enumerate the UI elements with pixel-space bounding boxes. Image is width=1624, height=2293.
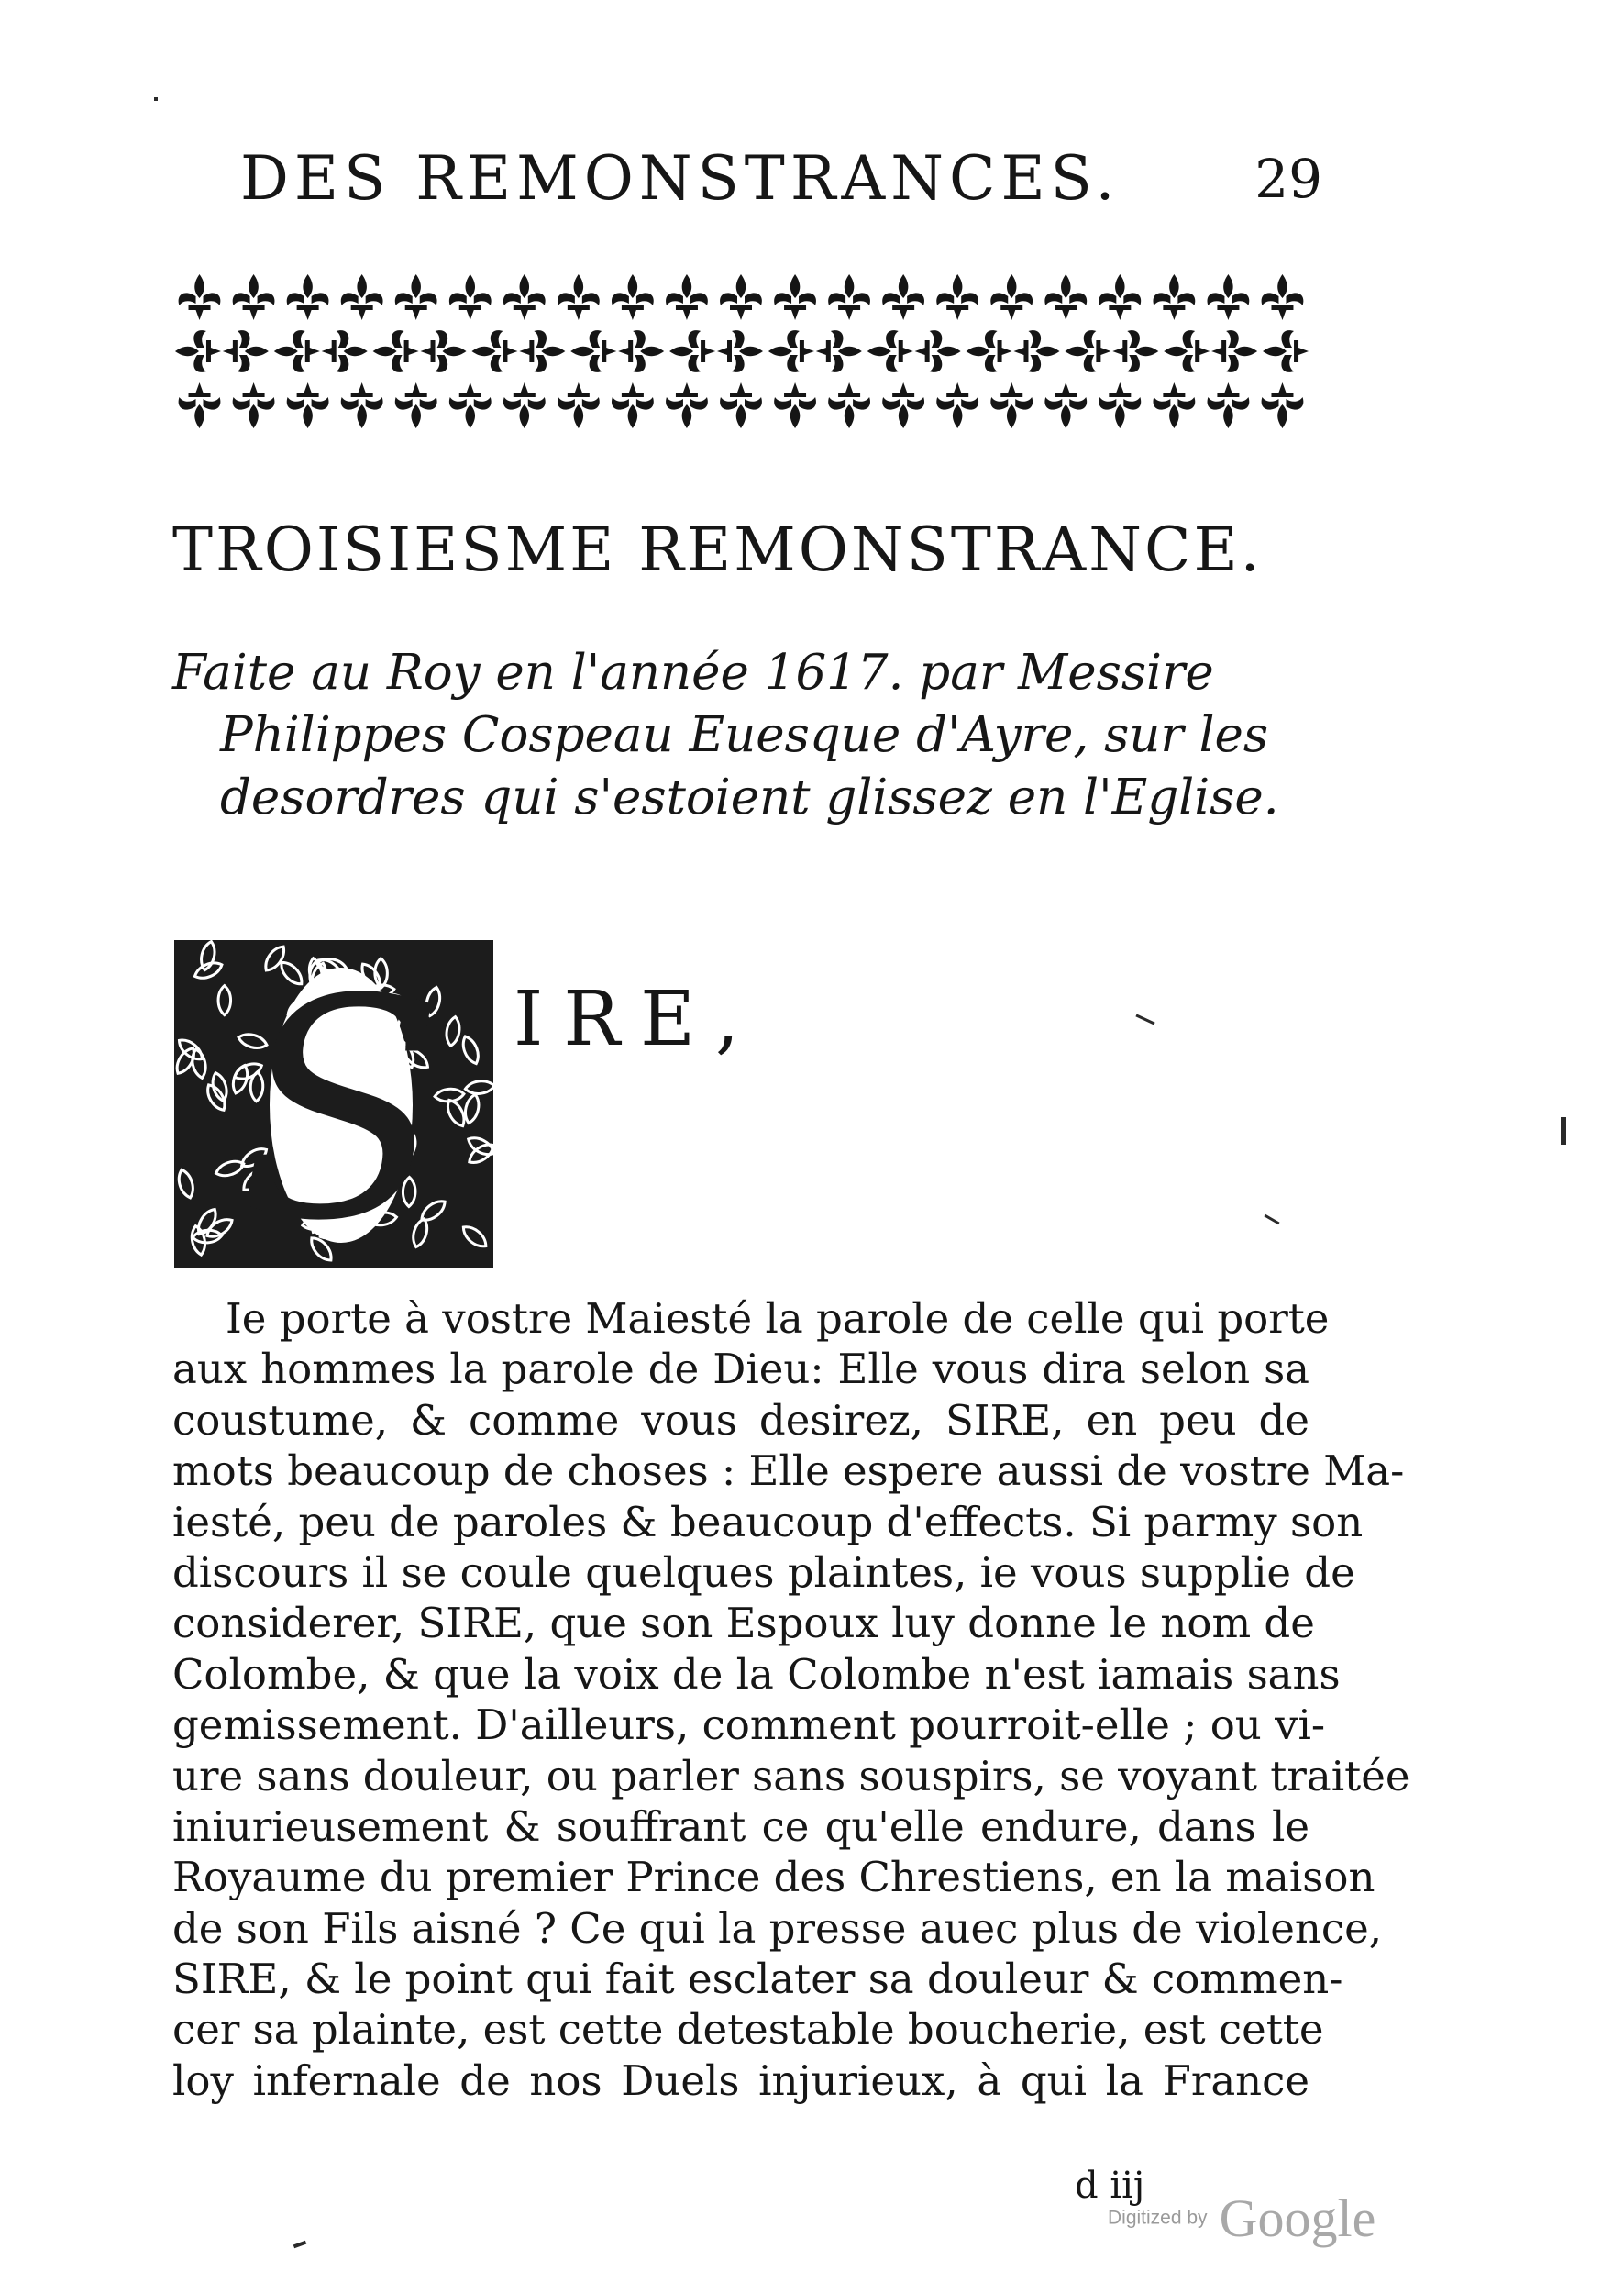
print-speck [154,97,158,101]
fleuron-icon [570,330,616,372]
fleuron-icon [471,330,517,372]
text-line: ure sans douleur, ou parler sans souspirs, se voyant traitée [172,1751,1410,1800]
fleuron-icon [774,274,816,320]
running-head [240,138,1322,220]
fleuron-icon [915,330,961,372]
fleuron-icon [1099,382,1141,428]
text-line: SIRE, & le point qui fait esclater sa douleur & commen- [172,1955,1343,2004]
fleuron-icon [519,330,565,372]
text-line: considerer, SIRE, que son Espoux luy donne le nom de [172,1599,1315,1648]
fleuron-icon [175,330,221,372]
section-subtitle [172,642,1309,829]
fleuron-icon [816,330,862,372]
fleuron-icon [1164,330,1210,372]
fleuron-icon [882,382,924,428]
fleuron-icon [612,274,654,320]
fleuron-icon [720,274,762,320]
digitized-by-watermark [1108,2188,1375,2252]
decorated-drop-cap [174,940,493,1268]
fleuron-icon [612,382,654,428]
text-line: gemissement. D'ailleurs, comment pourroit-elle ; ou vi- [172,1700,1326,1750]
fleuron-icon [990,382,1033,428]
fleuron-icon [223,330,269,372]
fleuron-icon [936,274,978,320]
fleuron-icon [1262,274,1304,320]
fleuron-icon [1153,274,1195,320]
text-line: Royaume du premier Prince des Chrestiens, en la maison [172,1853,1375,1902]
fleuron-icon [1211,330,1257,372]
fleuron-icon [666,382,708,428]
watermark-prefix: Digitized by [1108,2207,1208,2229]
subtitle-line: desordres qui s'estoient glissez en l'Eglise. [220,770,1279,825]
fleuron-icon [395,274,437,320]
fleuron-icon [1044,274,1087,320]
running-title: DES REMONSTRANCES. [240,143,1121,214]
fleuron-icon [768,330,814,372]
fleuron-icon [990,274,1033,320]
fleuron-icon [1263,330,1309,372]
fleuron-icon [882,274,924,320]
fleuron-icon [322,330,368,372]
fleuron-icon [666,274,708,320]
fleuron-icon [967,330,1012,372]
fleuron-icon [503,274,546,320]
fleuron-icon [1112,330,1158,372]
google-logo: Google [1219,2188,1376,2248]
fleuron-icon [1065,330,1110,372]
fleuron-icon [503,382,546,428]
fleuron-icon [1013,330,1059,372]
fleuron-icon [774,382,816,428]
text-line: aux hommes la parole de Dieu: Elle vous dira selon sa [172,1345,1309,1394]
fleuron-icon [449,382,492,428]
subtitle-line: Philippes Cospeau Euesque d'Ayre, sur les [220,707,1269,763]
fleuron-icon [828,274,870,320]
drop-cap-letter: S [237,940,446,1268]
fleuron-icon [558,274,600,320]
fleuron-icon [395,382,437,428]
fleuron-icon [274,330,320,372]
text-line: loy infernale de nos Duels injurieux, à qui la France [172,2055,1309,2105]
fleuron-icon [1262,382,1304,428]
fleuron-icon [717,330,763,372]
fleuron-ornament-band [172,271,1309,431]
text-line: Ie porte à vostre Maiesté la parole de celle qui porte [226,1294,1330,1343]
subtitle-line: Faite au Roy en l'année 1617. par Messire [172,645,1214,701]
fleuron-icon [1208,274,1250,320]
fleuron-icon [341,274,383,320]
print-speck [1264,1214,1279,1225]
fleuron-icon [1208,382,1250,428]
fleuron-icon [179,274,221,320]
fleuron-icon [669,330,715,372]
fleuron-icon [421,330,467,372]
text-line: cer sa plainte, est cette detestable boucherie, est cette [172,2005,1324,2055]
text-line: Colombe, & que la voix de la Colombe n'est iamais sans [172,1649,1341,1699]
fleuron-icon [233,274,275,320]
text-line: coustume, & comme vous desirez, SIRE, en peu de [172,1395,1309,1445]
fleuron-icon [720,382,762,428]
section-title: TROISIESME REMONSTRANCE. [172,515,1263,585]
page-number: 29 [1254,148,1322,210]
body-text [172,1293,1410,2106]
opening-word: IRE, [514,976,760,1063]
fleuron-icon [936,382,978,428]
text-line: iniurieusement & souffrant ce qu'elle endure, dans le [172,1801,1309,1851]
signature-mark: d iij [1075,2165,1145,2207]
fleuron-icon [1099,274,1141,320]
text-line: discours il se coule quelques plaintes, ie vous supplie de [172,1547,1355,1597]
fleuron-icon [828,382,870,428]
margin-mark [1561,1117,1566,1145]
print-speck [1135,1014,1154,1025]
fleuron-icon [287,382,329,428]
fleuron-icon [287,274,329,320]
fleuron-icon [1044,382,1087,428]
text-line: de son Fils aisné ? Ce qui la presse auec plus de violence, [172,1903,1383,1953]
print-speck [293,2241,307,2249]
fleuron-icon [179,382,221,428]
fleuron-icon [341,382,383,428]
fleuron-icon [449,274,492,320]
fleuron-icon [1153,382,1195,428]
fleuron-icon [373,330,419,372]
text-line: iesté, peu de paroles & beaucoup d'effects. Si parmy son [172,1497,1364,1546]
text-line: mots beaucoup de choses : Elle espere aussi de vostre Ma- [172,1446,1405,1496]
fleuron-icon [618,330,664,372]
fleuron-icon [867,330,913,372]
fleuron-icon [233,382,275,428]
fleuron-icon [558,382,600,428]
